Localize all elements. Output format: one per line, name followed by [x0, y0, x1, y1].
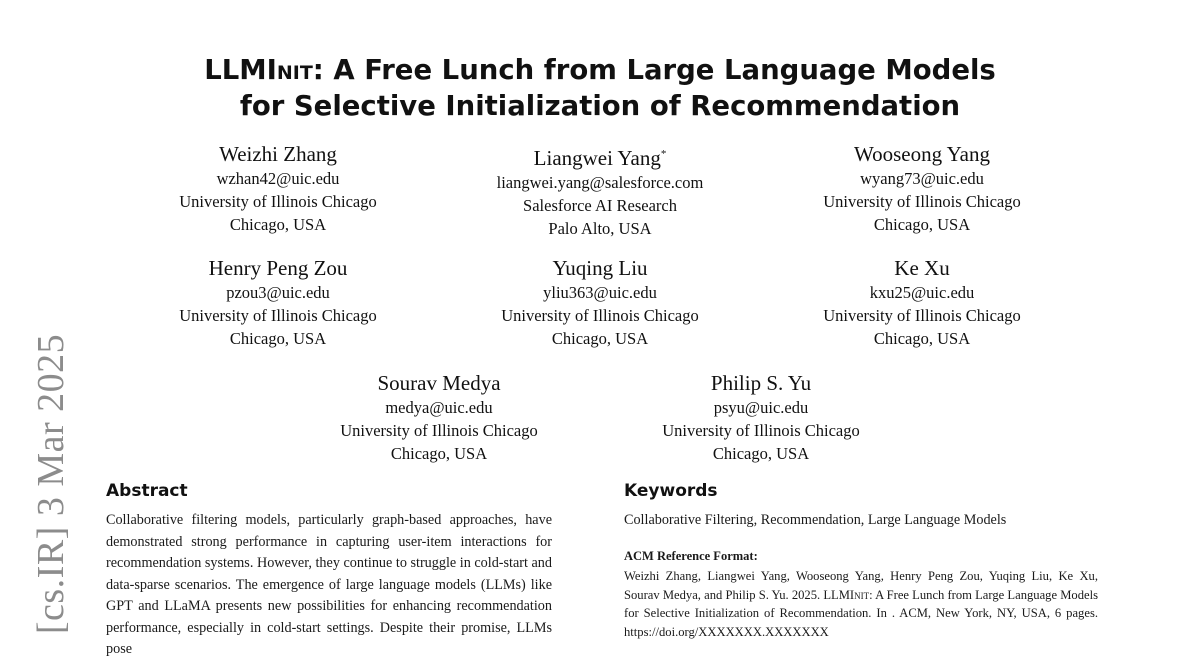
paper-title: [0, 52, 1200, 124]
author-name: Wooseong Yang: [854, 142, 990, 166]
author-email[interactable]: medya@uic.edu: [385, 398, 493, 417]
author-block: [440, 255, 760, 350]
author-block: [601, 370, 921, 465]
author-affiliation: University of Illinois Chicago: [823, 192, 1021, 211]
author-block: [440, 141, 760, 240]
author-email[interactable]: psyu@uic.edu: [713, 398, 809, 417]
acm-reference-text: Weizhi Zhang, Liangwei Yang, Wooseong Yang, Henry Peng Zou, Yuqing Liu, Ke Xu, Sourav Medya, and Philip S. Yu. 2025. LLMInit: A Free Lunch from Large Language Models for Selective Initialization of Recommendation. In . ACM, New York, NY, USA, 6 pages. https://doi.org/XXXXXXX.XXXXXXX: [624, 569, 1098, 639]
author-affiliation: University of Illinois Chicago: [179, 306, 377, 325]
author-affiliation: University of Illinois Chicago: [340, 421, 538, 440]
title-line-1: [0, 52, 1200, 88]
arxiv-stamp-text: [cs.IR] 3 Mar 2025: [30, 333, 72, 635]
author-name: Ke Xu: [894, 256, 950, 280]
author-location: Chicago, USA: [873, 215, 971, 234]
author-location: Chicago, USA: [712, 444, 810, 463]
author-block: [762, 255, 1082, 350]
author-affiliation: University of Illinois Chicago: [823, 306, 1021, 325]
author-location: Chicago, USA: [873, 329, 971, 348]
author-affiliation: University of Illinois Chicago: [662, 421, 860, 440]
author-location: Palo Alto, USA: [548, 219, 652, 238]
author-affiliation: University of Illinois Chicago: [501, 306, 699, 325]
title-system-name: LLMInit: [204, 54, 313, 86]
arxiv-sidebar-stamp: [28, 332, 74, 637]
acm-reference-system-name: LLMInit: [823, 587, 870, 602]
author-email[interactable]: liangwei.yang@salesforce.com: [496, 173, 704, 192]
author-affiliation: University of Illinois Chicago: [179, 192, 377, 211]
author-block: [118, 141, 438, 236]
author-email[interactable]: wzhan42@uic.edu: [216, 169, 340, 188]
author-block: [279, 370, 599, 465]
author-affiliation: Salesforce AI Research: [523, 196, 677, 215]
author-block: [118, 255, 438, 350]
author-name: Yuqing Liu: [552, 256, 648, 280]
author-email[interactable]: wyang73@uic.edu: [860, 169, 984, 188]
keywords-heading: Keywords: [624, 481, 718, 501]
author-location: Chicago, USA: [229, 215, 327, 234]
abstract-text: Collaborative filtering models, particularly graph-based approaches, have demonstrated strong performance in capturing user-item interactions for recommendation systems. However, they continue to struggle in cold-start and data-sparse scenarios. The emergence of large language models (LLMs) like GPT and LLaMA presents new possibilities for enhancing recommendation performance, especially in cold-start settings. Despite their promise, LLMs pose: [106, 512, 552, 657]
author-email[interactable]: yliu363@uic.edu: [543, 283, 657, 302]
title-line-2: for Selective Initialization of Recommendation: [239, 90, 961, 122]
corresponding-author-mark: *: [660, 148, 667, 160]
acm-reference-heading: ACM Reference Format:: [624, 549, 758, 563]
author-name: Weizhi Zhang: [219, 142, 337, 166]
author-email[interactable]: pzou3@uic.edu: [226, 283, 330, 302]
author-name: Sourav Medya: [377, 371, 501, 395]
author-email[interactable]: kxu25@uic.edu: [869, 283, 975, 302]
author-name: Liangwei Yang*: [533, 146, 667, 170]
keywords-text: Collaborative Filtering, Recommendation, Large Language Models: [624, 512, 1007, 528]
title-rest: : A Free Lunch from Large Language Models: [312, 54, 996, 86]
author-name: Henry Peng Zou: [208, 256, 348, 280]
author-location: Chicago, USA: [551, 329, 649, 348]
author-location: Chicago, USA: [390, 444, 488, 463]
author-name: Philip S. Yu: [710, 371, 812, 395]
abstract-heading: Abstract: [106, 481, 188, 501]
author-block: [762, 141, 1082, 236]
author-location: Chicago, USA: [229, 329, 327, 348]
